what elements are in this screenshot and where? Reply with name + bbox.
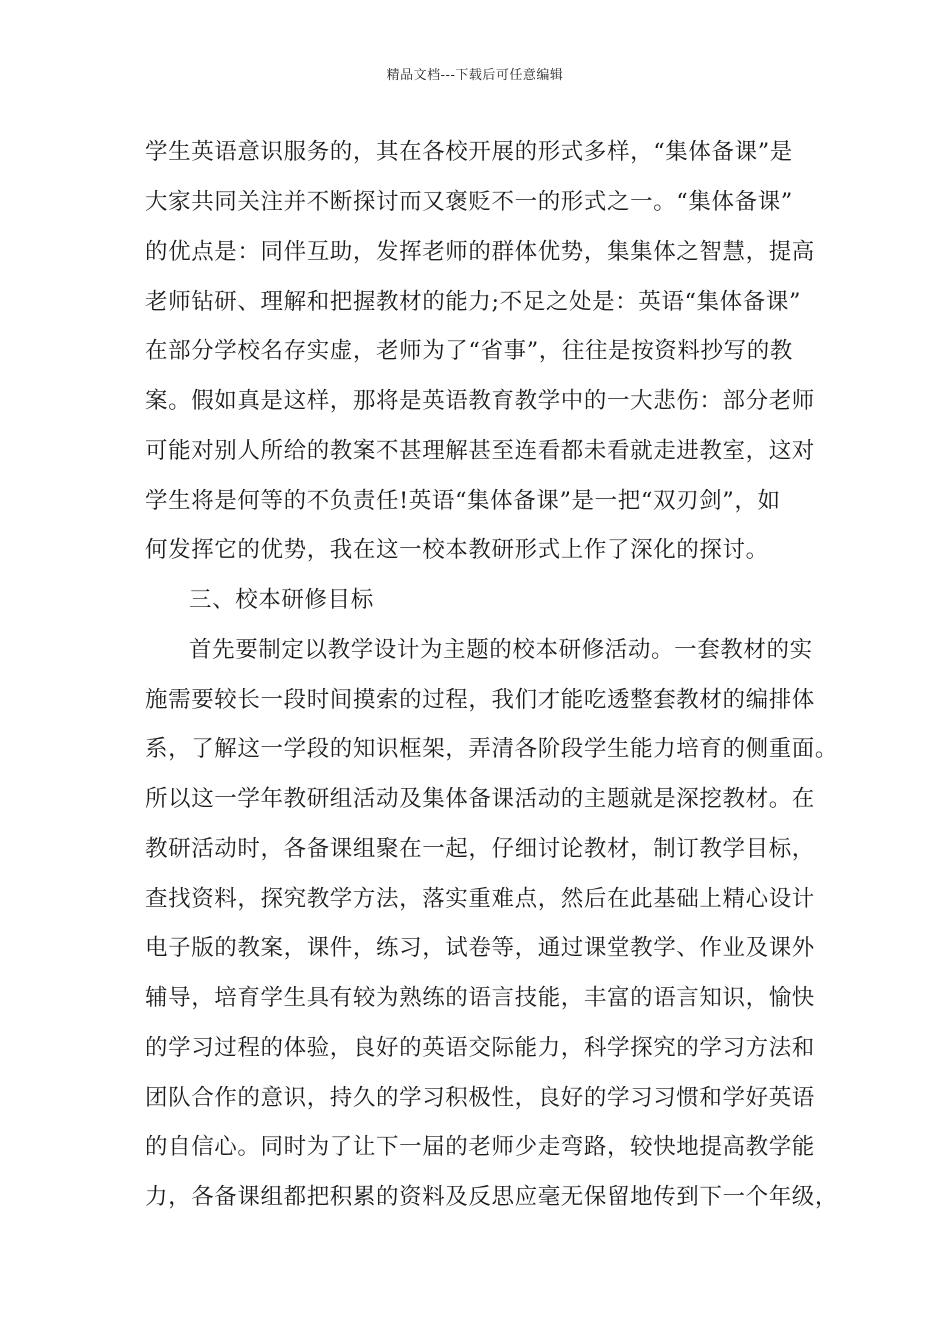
text-line: 何发挥它的优势，我在这一校本教研形式上作了深化的探讨。 (145, 537, 769, 563)
text-line: 所以这一学年教研组活动及集体备课活动的主题就是深挖教材。在 (145, 786, 815, 812)
text-line: 首先要制定以教学设计为主题的校本研修活动。一套教材的实 (189, 637, 813, 663)
text-line: 的优点是：同伴互助，发挥老师的群体优势，集集体之智慧，提高 (145, 239, 815, 265)
text-line: 辅导，培育学生具有较为熟练的语言技能，丰富的语言知识，愉快 (145, 985, 815, 1011)
text-line: 电子版的教案，课件，练习，试卷等，通过课堂教学、作业及课外 (145, 935, 815, 961)
text-line: 的学习过程的体验，良好的英语交际能力，科学探究的学习方法和 (145, 1035, 815, 1061)
text-line: 案。假如真是这样，那将是英语教育教学中的一大悲伤：部分老师 (145, 388, 815, 414)
text-line: 老师钻研、理解和把握教材的能力;不足之处是：英语“集体备课” (145, 289, 802, 315)
text-line: 在部分学校名存实虚，老师为了“省事”，往往是按资料抄写的教 (145, 338, 793, 364)
text-line: 大家共同关注并不断探讨而又褒贬不一的形式之一。“集体备课” (145, 189, 793, 215)
text-line: 教研活动时，各备课组聚在一起，仔细讨论教材，制订教学目标， (145, 836, 815, 862)
section-heading: 三、校本研修目标 (189, 587, 374, 613)
text-line: 学生将是何等的不负责任!英语“集体备课”是一把“双刃剑”，如 (145, 488, 781, 514)
text-line: 的自信心。同时为了让下一届的老师少走弯路，较快地提高教学能 (145, 1134, 815, 1160)
text-line: 系，了解这一学段的知识框架，弄清各阶段学生能力培育的侧重面。 (145, 736, 839, 762)
text-line: 学生英语意识服务的，其在各校开展的形式多样，“集体备课”是 (145, 139, 793, 165)
text-line: 查找资料，探究教学方法，落实重难点，然后在此基础上精心设计 (145, 886, 815, 912)
page-header: 精品文档---下载后可任意编辑 (386, 68, 564, 83)
text-line: 力，各备课组都把积累的资料及反思应毫无保留地传到下一个年级， (145, 1184, 839, 1210)
text-line: 施需要较长一段时间摸索的过程，我们才能吃透整套教材的编排体 (145, 687, 815, 713)
text-line: 团队合作的意识，持久的学习积极性，良好的学习习惯和学好英语 (145, 1085, 815, 1111)
text-line: 可能对别人所给的教案不甚理解甚至连看都未看就走进教室，这对 (145, 438, 815, 464)
